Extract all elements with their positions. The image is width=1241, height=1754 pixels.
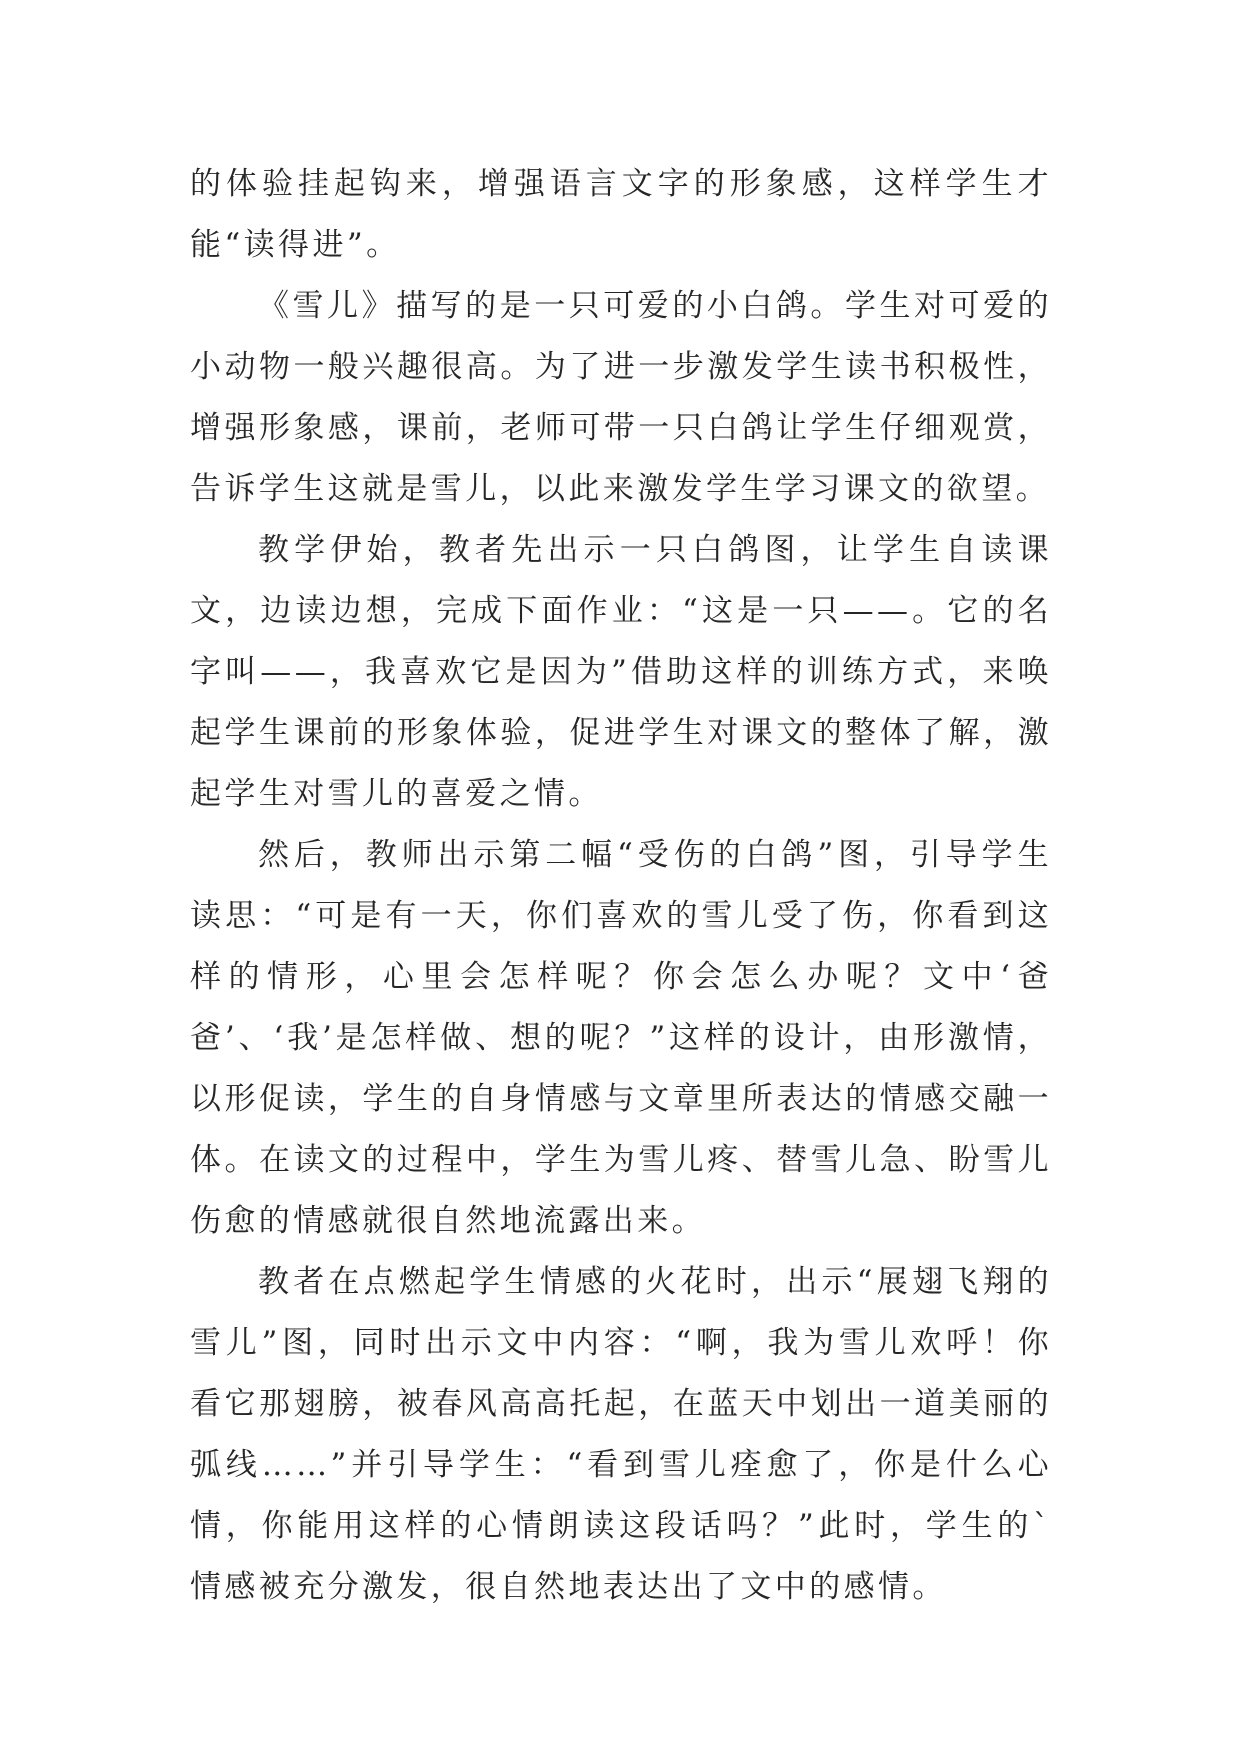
- paragraph-2: 《雪儿》描写的是一只可爱的小白鸽。学生对可爱的小动物一般兴趣很高。为了进一步激发学生读书积极性，增强形象感，课前，老师可带一只白鸽让学生仔细观赏，告诉学生这就是雪儿，以此来激发学生学习课文的欲望。: [190, 288, 1052, 507]
- paragraph-3: 教学伊始，教者先出示一只白鸽图，让学生自读课文，边读边想，完成下面作业：“这是一只——。它的名字叫——，我喜欢它是因为”借助这样的训练方式，来唤起学生课前的形象体验，促进学生对课文的整体了解，激起学生对雪儿的喜爱之情。: [190, 532, 1052, 812]
- paragraph-4: 然后，教师出示第二幅“受伤的白鸽”图，引导学生读思：“可是有一天，你们喜欢的雪儿受了伤，你看到这样的情形，心里会怎样呢？你会怎么办呢？文中‘爸爸’、‘我’是怎样做、想的呢？”这样的设计，由形激情，以形促读，学生的自身情感与文章里所表达的情感交融一体。在读文的过程中，学生为雪儿疼、替雪儿急、盼雪儿伤愈的情感就很自然地流露出来。: [190, 837, 1052, 1239]
- paragraph-5: 教者在点燃起学生情感的火花时，出示“展翅飞翔的雪儿”图，同时出示文中内容：“啊，我为雪儿欢呼！你看它那翅膀，被春风高高托起，在蓝天中划出一道美丽的弧线……”并引导学生：“看到雪儿痊愈了，你是什么心情，你能用这样的心情朗读这段话吗？”此时，学生的`情感被充分激发，很自然地表达出了文中的感情。: [190, 1264, 1052, 1605]
- paragraph-1: 的体验挂起钩来，增强语言文字的形象感，这样学生才能“读得进”。: [190, 166, 1052, 263]
- document-body: [190, 154, 1052, 1618]
